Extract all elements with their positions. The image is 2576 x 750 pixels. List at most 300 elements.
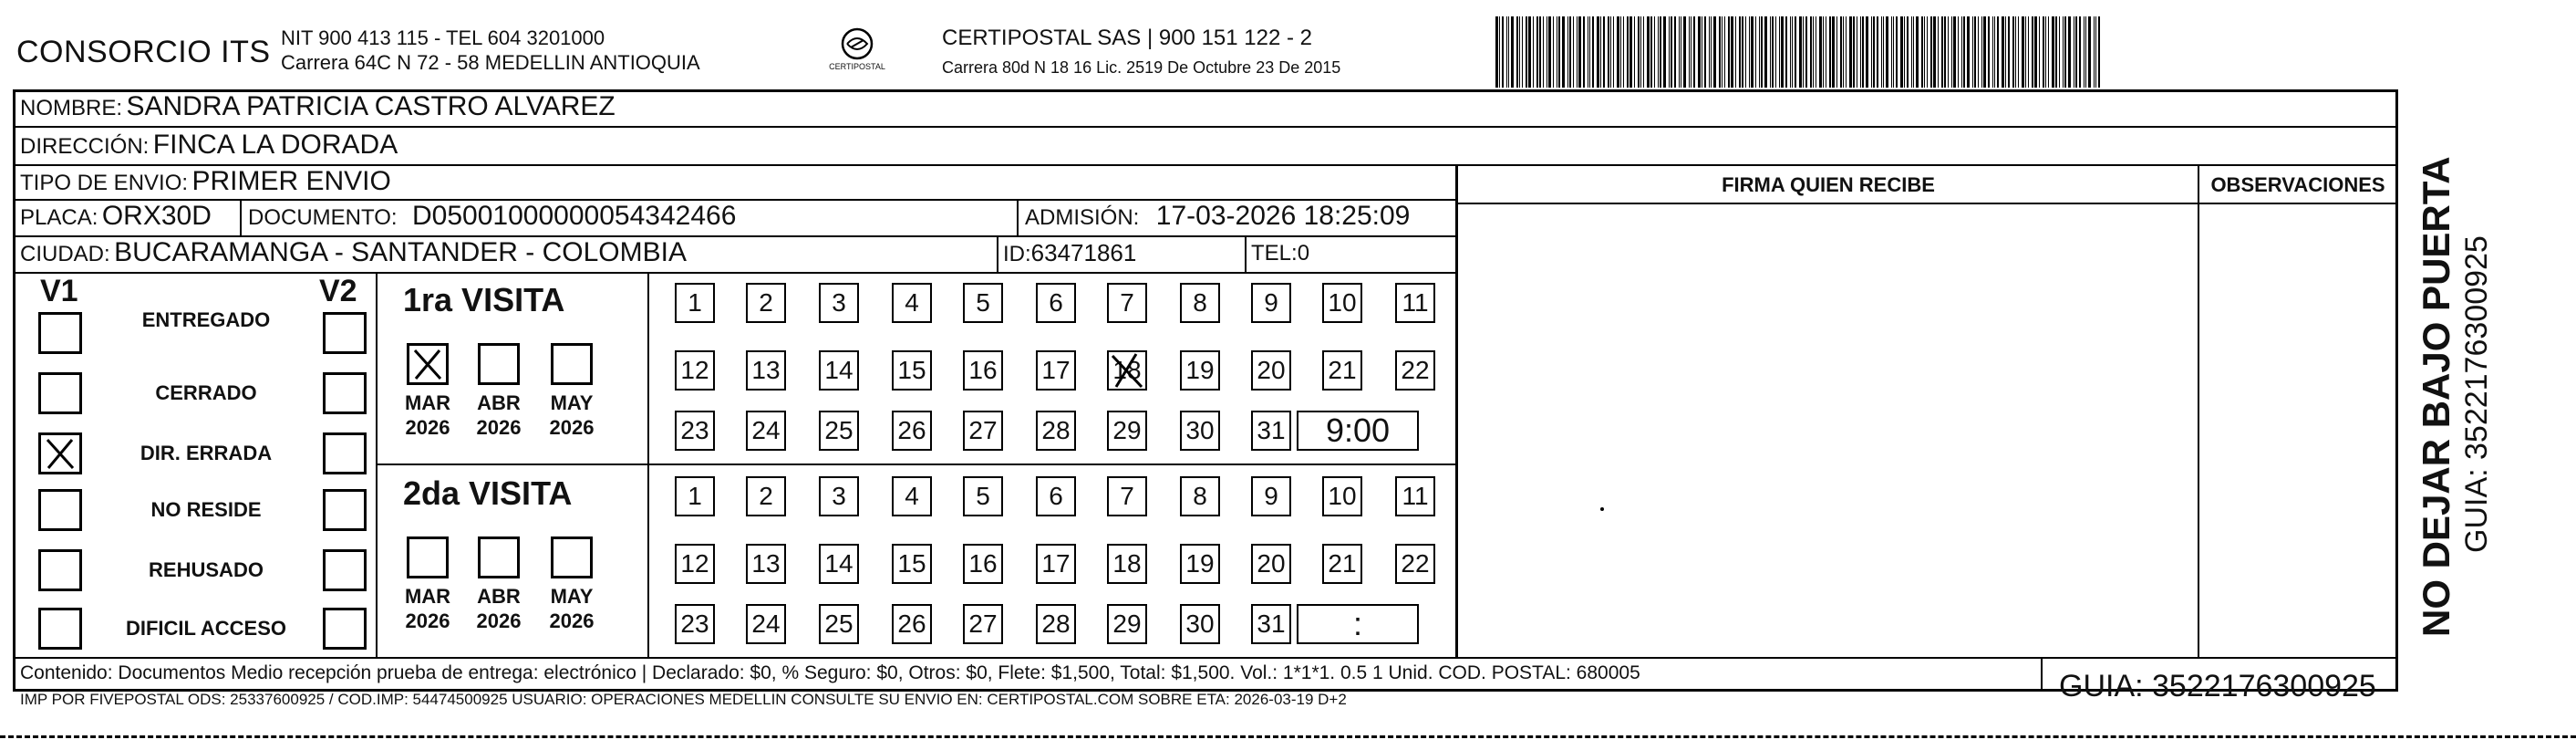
v1-checkbox[interactable] [38, 489, 82, 531]
month-name: ABR [477, 585, 521, 608]
month-label [543, 391, 601, 440]
barcode-bar [1745, 16, 1746, 88]
barcode-bar [1829, 16, 1831, 88]
day-box[interactable] [963, 350, 1003, 391]
v2-checkbox[interactable] [323, 372, 367, 414]
barcode-bar [1749, 16, 1750, 88]
v1-header: V1 [40, 274, 78, 308]
row-nombre [20, 91, 616, 122]
day-box[interactable] [675, 350, 715, 391]
day-number: 20 [1257, 356, 1286, 384]
day-box[interactable] [746, 350, 786, 391]
barcode-bar [2025, 16, 2026, 88]
row-direccion [20, 130, 398, 161]
day-box[interactable] [963, 476, 1003, 516]
cell-divider [1245, 235, 1247, 272]
day-box[interactable] [1322, 544, 1362, 584]
month-checkbox[interactable] [551, 536, 593, 578]
row-divider [13, 272, 1455, 274]
month-year: 2026 [405, 416, 450, 439]
v1-checkbox[interactable] [38, 432, 82, 474]
barcode-bar [2048, 16, 2049, 88]
barcode-bar [1698, 16, 1701, 88]
day-box[interactable] [892, 476, 932, 516]
company-address: Carrera 64C N 72 - 58 MEDELLIN ANTIOQUIA [281, 51, 700, 74]
row-admision [1025, 201, 1410, 232]
day-number: 31 [1257, 609, 1286, 638]
barcode-bar [1577, 16, 1578, 88]
v2-checkbox[interactable] [323, 312, 367, 354]
barcode-bar [1983, 16, 1986, 88]
day-number: 13 [751, 356, 781, 384]
barcode-bar [1689, 16, 1690, 88]
day-number: 26 [897, 609, 926, 638]
day-number: 10 [1328, 482, 1357, 510]
barcode-bar [2075, 16, 2077, 88]
barcode-bar [1772, 16, 1774, 88]
v2-checkbox[interactable] [323, 432, 367, 474]
day-number: 28 [1041, 609, 1071, 638]
day-box[interactable] [1036, 476, 1076, 516]
day-number: 12 [680, 356, 709, 384]
row-documento [248, 201, 736, 232]
barcode-bar [1805, 16, 1807, 88]
barcode-bar [1597, 16, 1599, 88]
barcode-bar [1562, 16, 1565, 88]
barcode-bar [1911, 16, 1912, 88]
month-name: ABR [477, 391, 521, 414]
day-box[interactable] [1107, 544, 1147, 584]
day-box[interactable] [1251, 350, 1291, 391]
day-box[interactable] [892, 604, 932, 644]
v2-checkbox[interactable] [323, 489, 367, 531]
barcode-bar [1553, 16, 1554, 88]
day-number: 12 [680, 549, 709, 578]
barcode-bar [1600, 16, 1601, 88]
day-box[interactable] [746, 604, 786, 644]
barcode-bar [2008, 16, 2010, 88]
barcode-bar [2079, 16, 2081, 88]
day-box[interactable] [746, 283, 786, 323]
day-box[interactable] [1322, 476, 1362, 516]
row-tipo [20, 166, 391, 197]
barcode-bar [1583, 16, 1585, 88]
visit-months-divider [647, 272, 649, 657]
barcode-bar [2005, 16, 2006, 88]
day-number: 3 [832, 482, 846, 510]
barcode-bar [1508, 16, 1509, 88]
barcode-bar [2028, 16, 2029, 88]
month-checkbox[interactable] [407, 343, 449, 385]
month-checkbox[interactable] [407, 536, 449, 578]
day-number: 8 [1193, 288, 1207, 317]
barcode-bar [1944, 16, 1946, 88]
barcode-bar [1924, 16, 1925, 88]
company-nit-tel: NIT 900 413 115 - TEL 604 3201000 [281, 26, 605, 49]
day-box[interactable] [892, 411, 932, 451]
day-number: 13 [751, 549, 781, 578]
day-box[interactable] [819, 283, 859, 323]
barcode-bar [1799, 16, 1802, 88]
day-box[interactable] [1251, 604, 1291, 644]
day-number: 11 [1402, 482, 1429, 510]
day-box[interactable] [819, 350, 859, 391]
v1-checkbox[interactable] [38, 312, 82, 354]
day-number: 19 [1185, 356, 1215, 384]
row-divider [1455, 203, 2398, 204]
day-box[interactable] [1036, 544, 1076, 584]
barcode-bar [1907, 16, 1909, 88]
day-box[interactable] [1395, 476, 1435, 516]
month-year: 2026 [549, 609, 595, 632]
tipo-label: TIPO DE ENVIO: [20, 171, 189, 195]
day-number: 14 [824, 549, 853, 578]
day-box[interactable] [819, 476, 859, 516]
barcode-bar [1728, 16, 1730, 88]
tel-label: TEL: [1251, 241, 1298, 266]
barcode-bar [1511, 16, 1514, 88]
day-number: 16 [968, 549, 998, 578]
day-number: 2 [759, 482, 773, 510]
barcode-bar [1713, 16, 1716, 88]
day-number: 9 [1264, 482, 1278, 510]
barcode-bar [1961, 16, 1962, 88]
barcode-bar [2012, 16, 2014, 88]
barcode-bar [1724, 16, 1725, 88]
day-box[interactable] [746, 544, 786, 584]
day-box[interactable] [675, 411, 715, 451]
barcode-bar [1761, 16, 1763, 88]
barcode [1495, 16, 2225, 88]
barcode-bar [1578, 16, 1581, 88]
day-number: 8 [1193, 482, 1207, 510]
v1-checkbox[interactable] [38, 549, 82, 591]
barcode-bar [1881, 16, 1882, 88]
barcode-bar [1927, 16, 1928, 88]
day-box[interactable] [675, 476, 715, 516]
nombre-value: SANDRA PATRICIA CASTRO ALVAREZ [126, 91, 616, 121]
barcode-bar [1873, 16, 1875, 88]
barcode-bar [1539, 16, 1541, 88]
company-name: CONSORCIO ITS [16, 35, 271, 69]
day-number: 30 [1185, 609, 1215, 638]
barcode-bar [1871, 16, 1872, 88]
barcode-bar [2015, 16, 2016, 88]
barcode-bar [1951, 16, 1952, 88]
day-number: 7 [1120, 482, 1134, 510]
day-number: 11 [1402, 288, 1429, 317]
month-label [470, 391, 528, 440]
barcode-bar [1770, 16, 1771, 88]
day-box[interactable] [1251, 476, 1291, 516]
month-name: MAY [550, 391, 594, 414]
tel-value: 0 [1297, 241, 1310, 266]
day-box[interactable] [675, 544, 715, 584]
day-box[interactable] [1107, 604, 1147, 644]
day-box[interactable] [675, 604, 715, 644]
day-number: 14 [824, 356, 853, 384]
barcode-bar [1610, 16, 1611, 88]
day-number: 23 [680, 609, 709, 638]
day-box[interactable] [819, 604, 859, 644]
barcode-bar [2039, 16, 2040, 88]
barcode-bar [1603, 16, 1605, 88]
day-box[interactable] [1322, 283, 1362, 323]
barcode-bar [1836, 16, 1837, 88]
status-option-label: CERRADO [155, 381, 257, 404]
month-label [543, 584, 601, 633]
barcode-bar [1647, 16, 1650, 88]
day-box[interactable] [892, 350, 932, 391]
day-box[interactable] [1251, 283, 1291, 323]
barcode-bar [1679, 16, 1680, 88]
day-number: 18 [1112, 356, 1142, 384]
barcode-bar [1866, 16, 1868, 88]
barcode-bar [1900, 16, 1903, 88]
barcode-bar [1674, 16, 1676, 88]
month-name: MAR [404, 585, 451, 608]
day-box[interactable] [1180, 283, 1220, 323]
placa-value: ORX30D [101, 201, 212, 231]
day-number: 2 [759, 288, 773, 317]
day-number: 24 [751, 416, 781, 444]
cell-divider [997, 235, 998, 272]
day-number: 25 [824, 416, 853, 444]
day-box[interactable] [1395, 544, 1435, 584]
side-warning: NO DEJAR BAJO PUERTA [2415, 156, 2457, 637]
barcode-bar [1921, 16, 1923, 88]
barcode-bar [1663, 16, 1666, 88]
row-divider [13, 126, 2398, 128]
barcode-bar [2032, 16, 2033, 88]
barcode-bar [2063, 16, 2064, 88]
barcode-bar [1569, 16, 1571, 88]
day-box[interactable] [963, 283, 1003, 323]
barcode-bar [1913, 16, 1914, 88]
month-year: 2026 [476, 416, 522, 439]
visit-title: 2da VISITA [403, 474, 573, 512]
month-label [398, 391, 457, 440]
day-box[interactable] [1180, 350, 1220, 391]
barcode-bar [1764, 16, 1767, 88]
v2-checkbox[interactable] [323, 549, 367, 591]
barcode-bar [1997, 16, 1999, 88]
month-checkbox[interactable] [478, 343, 520, 385]
barcode-bar [1543, 16, 1544, 88]
month-checkbox[interactable] [551, 343, 593, 385]
barcode-bar [2084, 16, 2085, 88]
barcode-bar [1992, 16, 1993, 88]
day-number: 15 [897, 356, 926, 384]
tipo-value: PRIMER ENVIO [191, 166, 391, 196]
day-box[interactable] [1395, 350, 1435, 391]
day-box[interactable] [1395, 283, 1435, 323]
barcode-bar [1592, 16, 1594, 88]
barcode-bar [1891, 16, 1892, 88]
day-number: 18 [1112, 549, 1142, 578]
id-value: 63471861 [1030, 239, 1137, 266]
day-box[interactable] [1322, 350, 1362, 391]
barcode-bar [1933, 16, 1936, 88]
day-box[interactable] [963, 604, 1003, 644]
day-box[interactable] [1180, 476, 1220, 516]
cell-divider [240, 199, 242, 235]
month-name: MAR [404, 391, 451, 414]
month-label [398, 584, 457, 633]
barcode-bar [1972, 16, 1973, 88]
day-box[interactable] [1180, 604, 1220, 644]
barcode-bar [1634, 16, 1635, 88]
row-placa [20, 201, 212, 232]
day-number: 3 [832, 288, 846, 317]
day-number: 27 [968, 609, 998, 638]
barcode-bar [1502, 16, 1504, 88]
logo-text: CERTIPOSTAL [829, 62, 885, 71]
day-number: 1 [688, 482, 702, 510]
time-value: 9:00 [1325, 411, 1391, 449]
v1-checkbox[interactable] [38, 372, 82, 414]
cell-divider [1017, 199, 1019, 235]
month-label [470, 584, 528, 633]
x-mark-icon [409, 346, 446, 382]
barcode-bar [1536, 16, 1538, 88]
barcode-bar [1967, 16, 1970, 88]
barcode-bar [1573, 16, 1574, 88]
day-box[interactable] [819, 544, 859, 584]
observaciones-left-border [2198, 164, 2199, 657]
placa-label: PLACA: [20, 205, 98, 230]
barcode-bar [1506, 16, 1507, 88]
barcode-bar [1528, 16, 1531, 88]
barcode-bar [2022, 16, 2024, 88]
status-option-label: REHUSADO [149, 558, 264, 581]
day-box[interactable] [819, 411, 859, 451]
barcode-bar [1846, 16, 1847, 88]
day-box[interactable] [746, 411, 786, 451]
barcode-bar [1853, 16, 1855, 88]
month-checkbox[interactable] [478, 536, 520, 578]
firma-left-border [1455, 164, 1458, 657]
time-box[interactable] [1297, 604, 1419, 644]
barcode-bar [1567, 16, 1568, 88]
footer-guia: GUIA: 3522176300925 [2059, 669, 2376, 703]
month-name: MAY [550, 585, 594, 608]
v2-checkbox[interactable] [323, 608, 367, 650]
day-box[interactable] [1180, 544, 1220, 584]
documento-value: D05001000000054342466 [412, 201, 737, 231]
day-number: 7 [1120, 288, 1134, 317]
barcode-bar [1735, 16, 1736, 88]
v2-header: V2 [319, 274, 357, 308]
barcode-bar [1904, 16, 1905, 88]
barcode-bar [2052, 16, 2054, 88]
status-option-label: NO RESIDE [150, 498, 262, 521]
day-box[interactable] [1251, 544, 1291, 584]
day-box[interactable] [963, 544, 1003, 584]
day-box[interactable] [1036, 411, 1076, 451]
day-number: 30 [1185, 416, 1215, 444]
day-box[interactable] [892, 544, 932, 584]
barcode-bar [1627, 16, 1629, 88]
firma-header: FIRMA QUIEN RECIBE [1722, 173, 1935, 196]
barcode-bar [1711, 16, 1712, 88]
status-option-label: ENTREGADO [141, 308, 271, 331]
barcode-bar [1938, 16, 1939, 88]
day-box[interactable] [1180, 411, 1220, 451]
barcode-bar [1660, 16, 1661, 88]
barcode-bar [1654, 16, 1655, 88]
day-number: 1 [688, 288, 702, 317]
barcode-bar [1941, 16, 1943, 88]
barcode-bar [1930, 16, 1932, 88]
id-label: ID: [1003, 242, 1031, 266]
day-box[interactable] [1036, 350, 1076, 391]
barcode-bar [1658, 16, 1659, 88]
day-box[interactable] [746, 476, 786, 516]
barcode-bar [1669, 16, 1670, 88]
day-box[interactable] [892, 283, 932, 323]
visit-divider [376, 464, 1455, 465]
barcode-bar [1650, 16, 1652, 88]
row-ciudad [20, 237, 687, 268]
day-number: 16 [968, 356, 998, 384]
barcode-bar [1704, 16, 1706, 88]
day-number: 26 [897, 416, 926, 444]
barcode-bar [1819, 16, 1822, 88]
barcode-bar [1742, 16, 1743, 88]
day-box[interactable] [1036, 283, 1076, 323]
barcode-bar [1671, 16, 1672, 88]
barcode-bar [1883, 16, 1884, 88]
day-number: 6 [1049, 288, 1063, 317]
day-box[interactable] [1107, 350, 1147, 391]
admision-label: ADMISIÓN: [1025, 205, 1140, 230]
barcode-bar [1896, 16, 1898, 88]
barcode-bar [1629, 16, 1632, 88]
day-number: 23 [680, 416, 709, 444]
day-number: 4 [905, 288, 919, 317]
barcode-bar [1849, 16, 1852, 88]
day-box[interactable] [675, 283, 715, 323]
barcode-bar [1548, 16, 1551, 88]
day-number: 15 [897, 549, 926, 578]
day-number: 19 [1185, 549, 1215, 578]
v1-checkbox[interactable] [38, 608, 82, 650]
day-box[interactable] [1107, 283, 1147, 323]
barcode-bar [1693, 16, 1695, 88]
day-box[interactable] [1107, 411, 1147, 451]
admision-value: 17-03-2026 18:25:09 [1155, 201, 1411, 231]
barcode-bar [1832, 16, 1835, 88]
barcode-bar [1893, 16, 1894, 88]
time-box[interactable] [1297, 411, 1419, 451]
day-box[interactable] [1036, 604, 1076, 644]
nombre-label: NOMBRE: [20, 96, 123, 120]
barcode-bar [2002, 16, 2004, 88]
day-box[interactable] [1251, 411, 1291, 451]
time-value: : [1352, 605, 1362, 642]
day-box[interactable] [963, 411, 1003, 451]
day-number: 6 [1049, 482, 1063, 510]
barcode-bar [1823, 16, 1824, 88]
day-mark-icon [1109, 352, 1145, 389]
barcode-bar [2034, 16, 2037, 88]
day-box[interactable] [1107, 476, 1147, 516]
day-number: 5 [976, 482, 990, 510]
barcode-bar [1803, 16, 1804, 88]
barcode-bar [1810, 16, 1812, 88]
barcode-bar [1499, 16, 1500, 88]
